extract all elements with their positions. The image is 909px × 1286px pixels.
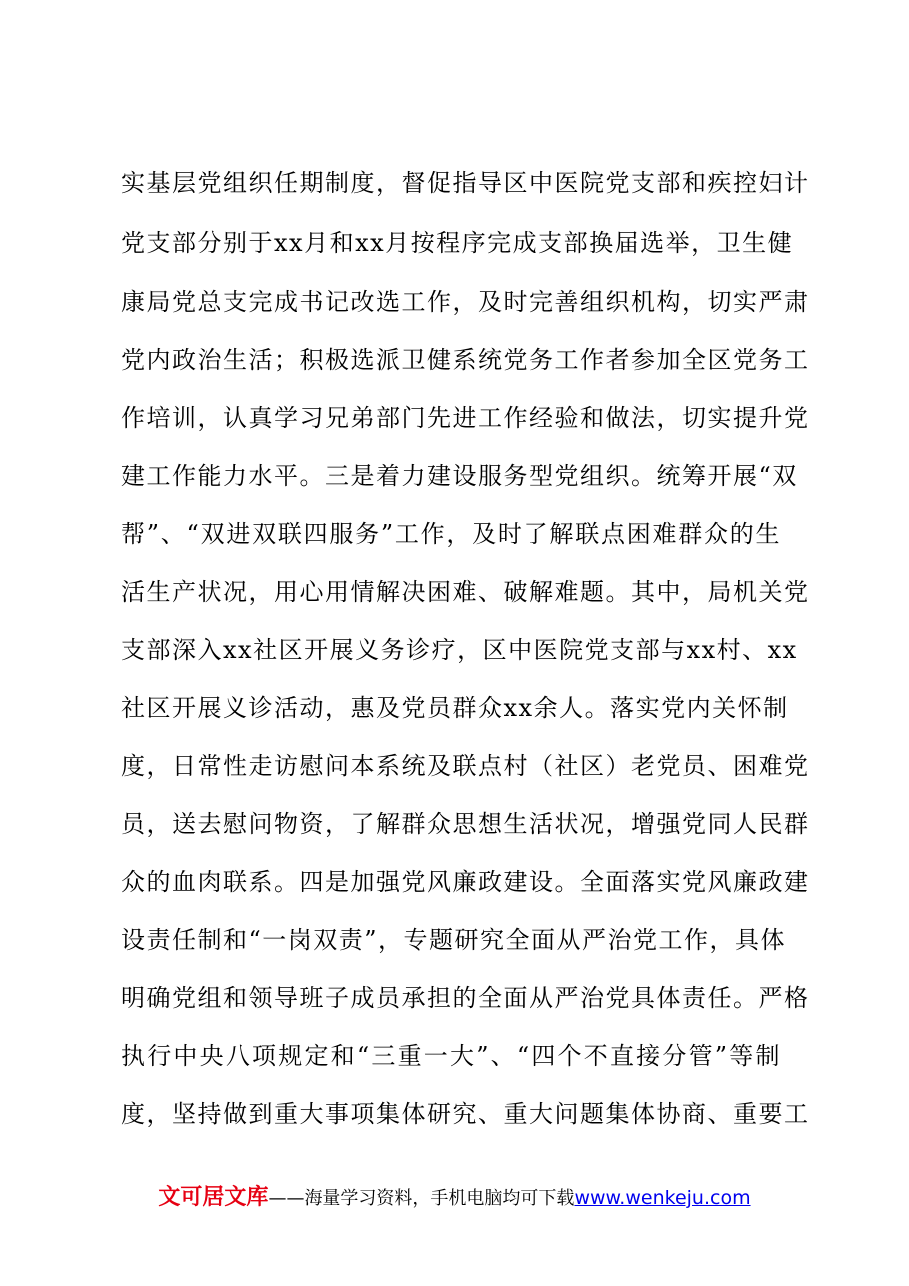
text-line: 度，坚持做到重大事项集体研究、重大问题集体协商、重要工 bbox=[121, 1100, 810, 1128]
text-line: 帮”、“双进双联四服务”工作，及时了解联点困难群众的生 bbox=[121, 520, 781, 548]
footer-website-link[interactable]: www.wenkeju.com bbox=[574, 1187, 751, 1209]
text-line: 设责任制和“一岗双责”，专题研究全面从严治党工作，具体 bbox=[121, 926, 787, 954]
text-line: 实基层党组织任期制度，督促指导区中医院党支部和疾控妇计 bbox=[121, 169, 810, 197]
footer-brand: 文可居文库 bbox=[158, 1185, 269, 1210]
text-line: 党内政治生活；积极选派卫健系统党务工作者参加全区党务工 bbox=[121, 346, 810, 374]
text-line: 社区开展义诊活动，惠及党员群众xx余人。落实党内关怀制 bbox=[121, 694, 789, 722]
text-line: 支部深入xx社区开展义务诊疗，区中医院党支部与xx村、xx bbox=[121, 636, 798, 664]
text-line: 员，送去慰问物资，了解群众思想生活状况，增强党同人民群 bbox=[121, 810, 810, 838]
text-line: 度，日常性走访慰问本系统及联点村（社区）老党员、困难党 bbox=[121, 752, 810, 780]
text-line: 党支部分别于xx月和xx月按程序完成支部换届选举，卫生健 bbox=[121, 229, 794, 257]
footer-tagline: ——海量学习资料，手机电脑均可下载 bbox=[268, 1188, 575, 1209]
text-line: 康局党总支完成书记改选工作，及时完善组织机构，切实严肃 bbox=[121, 288, 810, 316]
footer-banner bbox=[0, 1180, 909, 1216]
text-line: 执行中央八项规定和“三重一大”、“四个不直接分管”等制 bbox=[121, 1042, 781, 1070]
text-line: 众的血肉联系。四是加强党风廉政建设。全面落实党风廉政建 bbox=[121, 868, 810, 896]
text-line: 明确党组和领导班子成员承担的全面从严治党具体责任。严格 bbox=[121, 984, 810, 1012]
text-line: 活生产状况，用心用情解决困难、破解难题。其中，局机关党 bbox=[121, 578, 810, 606]
text-line: 作培训，认真学习兄弟部门先进工作经验和做法，切实提升党 bbox=[121, 404, 810, 432]
text-line: 建工作能力水平。三是着力建设服务型党组织。统筹开展“双 bbox=[121, 462, 798, 490]
